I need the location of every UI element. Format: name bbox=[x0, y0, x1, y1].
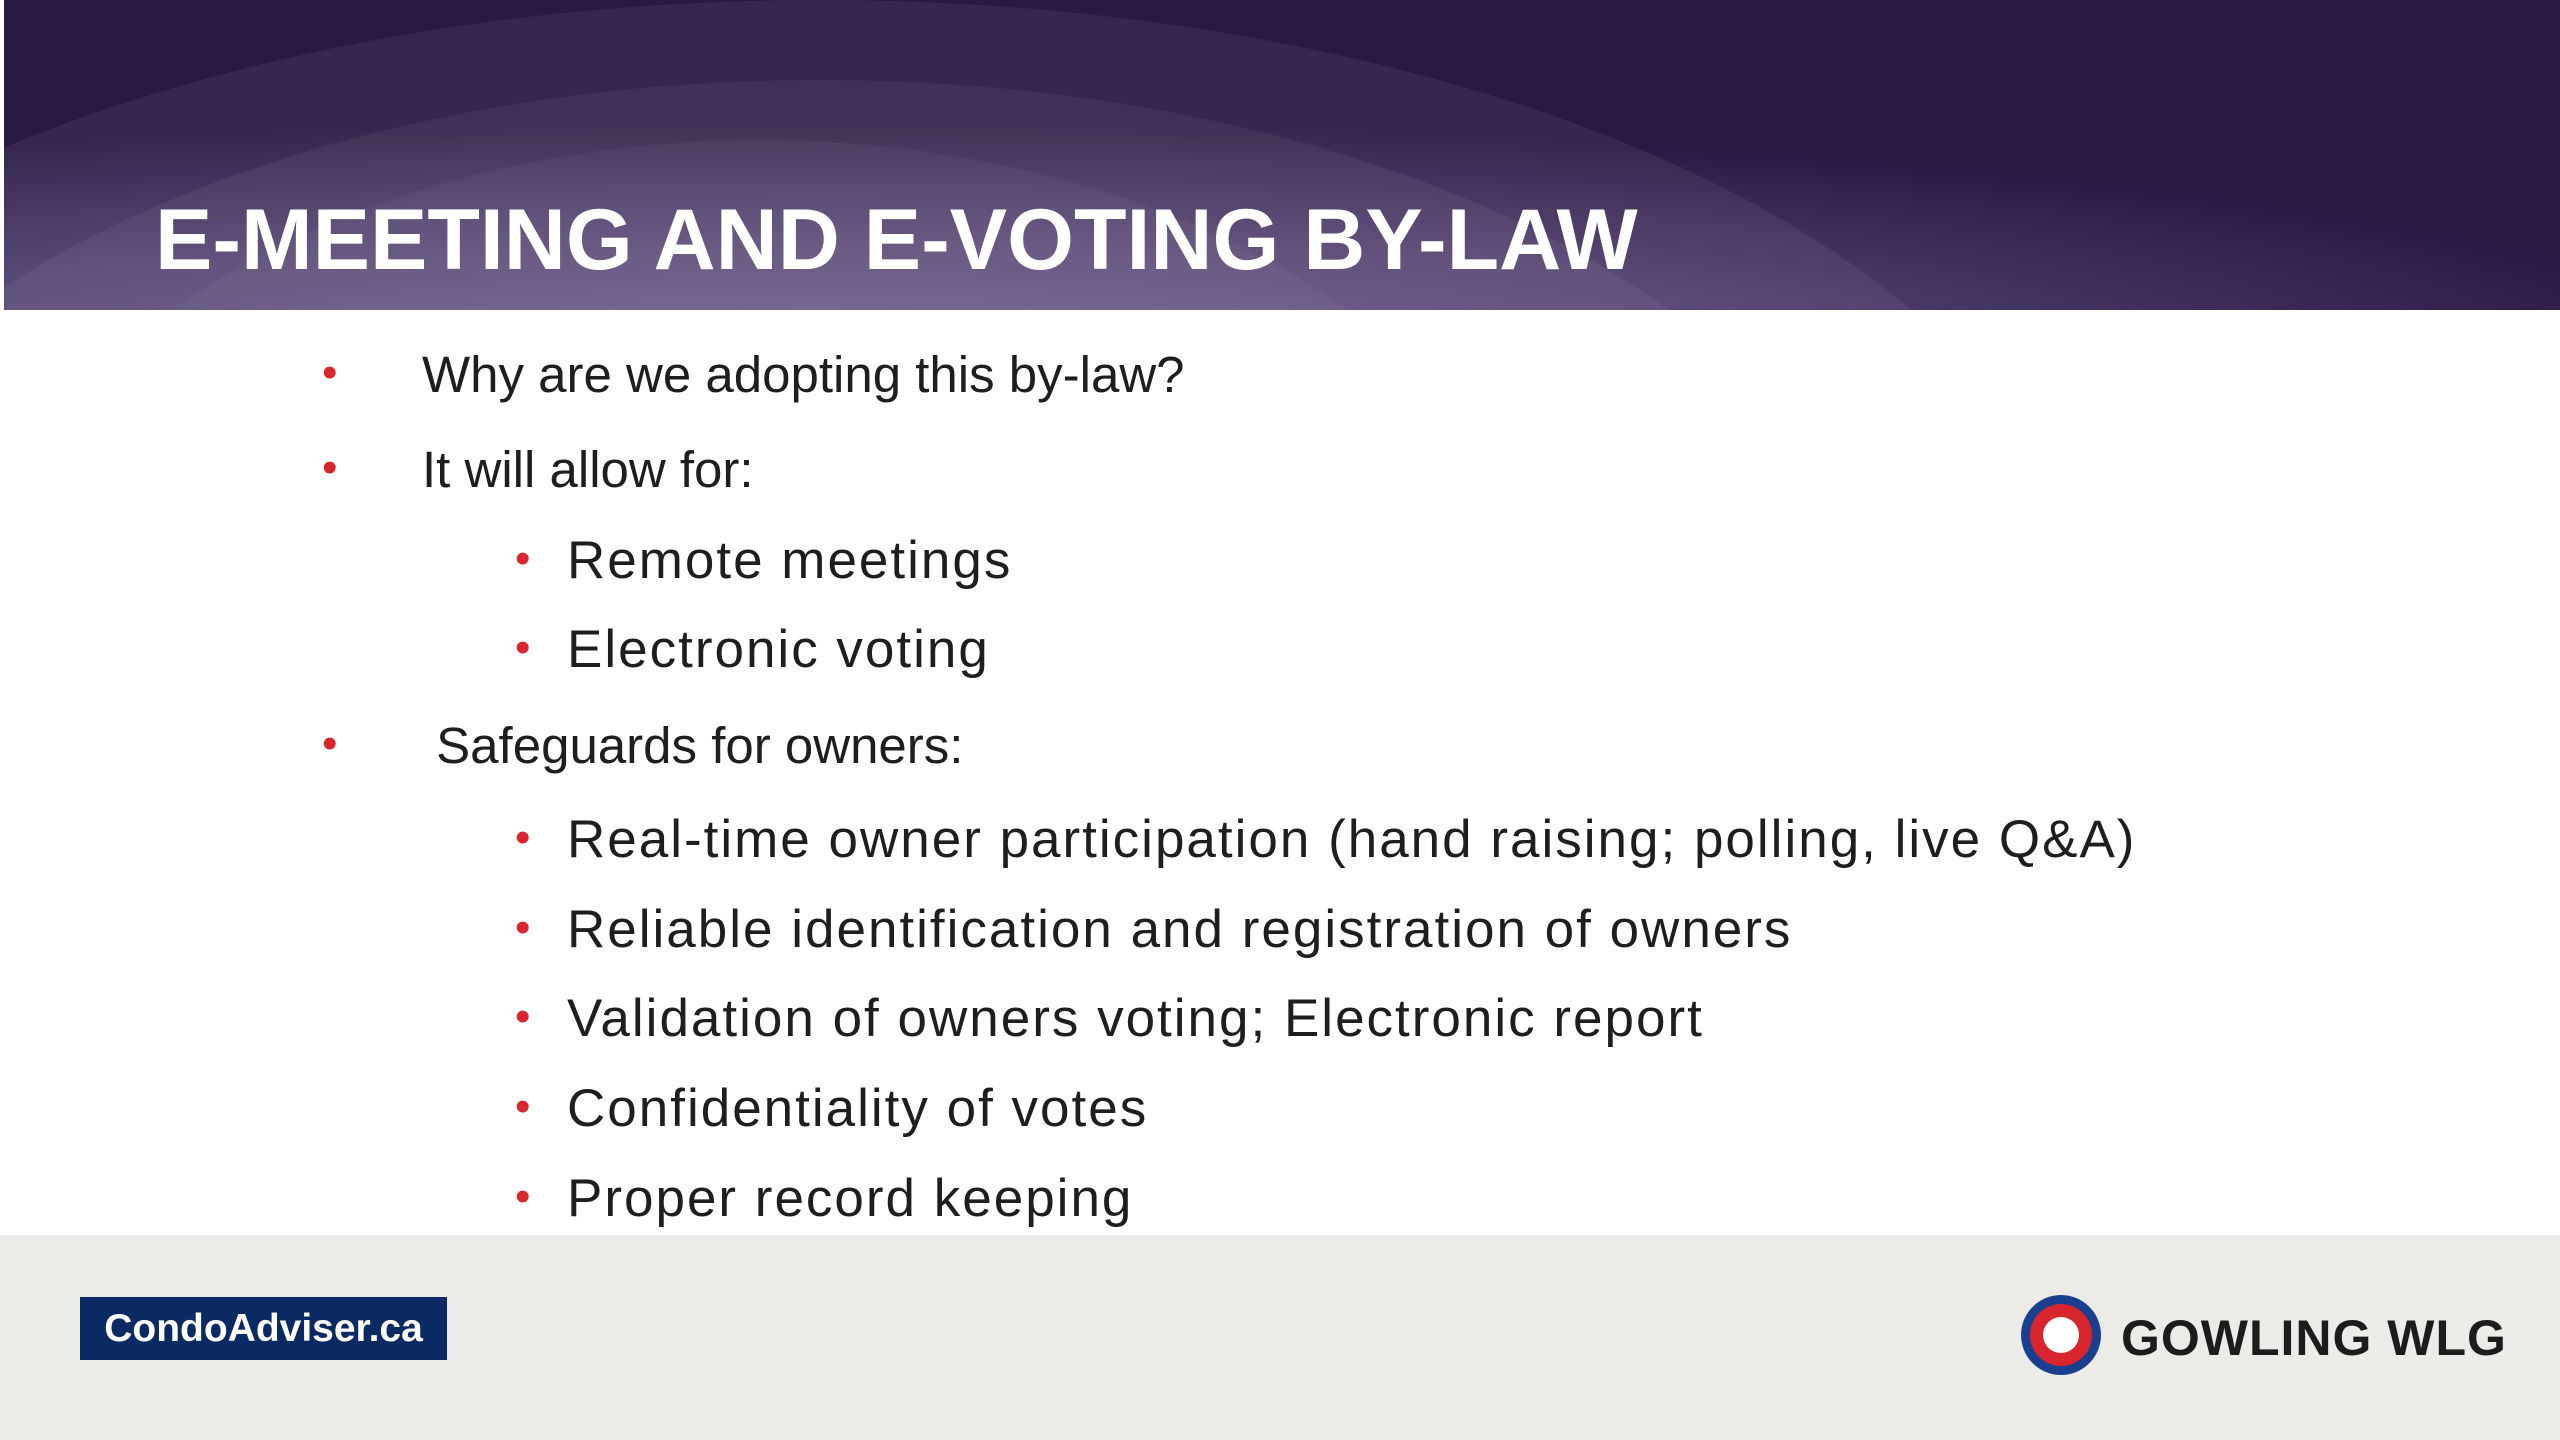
list-item-text: Why are we adopting this by-law? bbox=[422, 346, 1185, 403]
bullet-icon: • bbox=[322, 719, 338, 768]
gowling-wlg-wordmark: GOWLING WLG bbox=[2121, 1310, 2507, 1366]
gowling-ring-logo-icon bbox=[2016, 1290, 2106, 1380]
list-item-text: Proper record keeping bbox=[567, 1169, 1134, 1228]
list-item-text: Reliable identification and registration of owners bbox=[567, 900, 1793, 959]
list-item-text: Confidentiality of votes bbox=[567, 1079, 1149, 1138]
bullet-icon: • bbox=[322, 348, 338, 397]
list-item-text: It will allow for: bbox=[422, 441, 754, 498]
bullet-icon: • bbox=[515, 992, 533, 1041]
bullet-icon: • bbox=[515, 1172, 533, 1221]
condoadviser-badge: CondoAdviser.ca bbox=[80, 1297, 447, 1360]
bullet-icon: • bbox=[515, 534, 533, 583]
bullet-icon: • bbox=[515, 813, 533, 862]
bullet-icon: • bbox=[515, 903, 533, 952]
bullet-icon: • bbox=[322, 443, 338, 492]
slide-header-banner bbox=[0, 0, 2560, 310]
slide-title: E-MEETING AND E-VOTING BY-LAW bbox=[155, 192, 1638, 288]
bullet-icon: • bbox=[515, 623, 533, 672]
list-item-text: Validation of owners voting; Electronic report bbox=[567, 989, 1704, 1048]
bullet-list bbox=[0, 310, 2560, 1235]
list-item-text: Safeguards for owners: bbox=[422, 717, 964, 774]
bullet-icon: • bbox=[515, 1082, 533, 1131]
list-item-text: Remote meetings bbox=[567, 531, 1013, 590]
list-item-text: Real-time owner participation (hand raising; polling, live Q&A) bbox=[567, 810, 2137, 869]
slide-footer bbox=[0, 1235, 2560, 1440]
list-item-text: Electronic voting bbox=[567, 620, 990, 679]
